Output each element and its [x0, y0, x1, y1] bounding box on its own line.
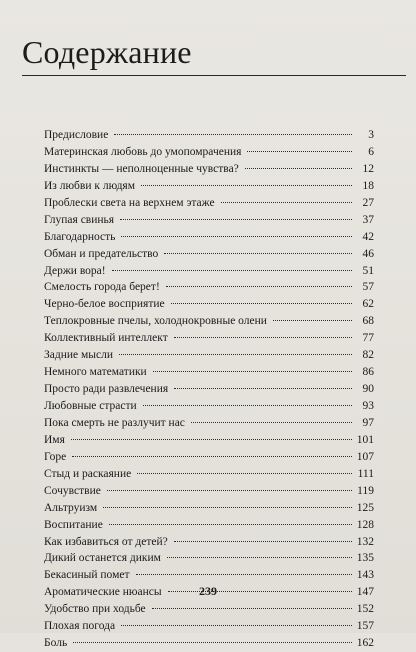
toc-entry-page: 125 — [356, 501, 374, 514]
toc-entry — [44, 347, 374, 364]
dot-leader — [152, 608, 352, 609]
dot-leader — [247, 151, 352, 152]
toc-entry-title: Благодарность — [44, 230, 116, 243]
dot-leader — [119, 354, 352, 355]
toc-entry-page: 93 — [362, 400, 374, 412]
toc-entry-page: 107 — [356, 450, 374, 463]
dot-leader — [71, 439, 352, 440]
toc-entry — [44, 517, 374, 534]
dot-leader — [114, 134, 352, 135]
toc-entry-title: Как избавиться от детей? — [44, 535, 168, 548]
toc-entry — [44, 466, 374, 483]
toc-entry — [44, 432, 374, 449]
dot-leader — [73, 642, 352, 643]
toc-entry — [44, 144, 374, 161]
page-title: Содержание — [22, 34, 192, 70]
toc-entry-title: Ароматические нюансы — [44, 586, 162, 599]
dot-leader — [109, 524, 352, 525]
toc-entry-page: 82 — [362, 349, 374, 362]
toc-entry — [44, 178, 374, 195]
dot-leader — [166, 286, 352, 287]
toc-entry — [44, 195, 374, 212]
toc-entry-title: Смелость города берет! — [44, 281, 160, 294]
dot-leader — [174, 541, 352, 542]
dot-leader — [174, 388, 352, 389]
toc-entry-page: 162 — [356, 637, 374, 650]
toc-entry-page: 90 — [362, 383, 374, 396]
toc-entry — [44, 635, 374, 652]
dot-leader — [72, 456, 352, 457]
toc-entry — [44, 212, 374, 229]
toc-entry-title: Плохая погода — [44, 620, 116, 633]
toc-entry-page: 18 — [362, 179, 374, 192]
dot-leader — [153, 371, 352, 372]
dot-leader — [273, 320, 352, 321]
toc-entry-title: Глупая свинья — [44, 213, 115, 226]
toc-entry-page: 62 — [362, 298, 374, 311]
toc-entry — [44, 246, 374, 263]
toc-entry-page: 51 — [362, 264, 374, 277]
toc-entry-page: 57 — [362, 281, 374, 294]
toc-entry-page: 152 — [356, 603, 374, 616]
toc-entry-page: 42 — [362, 230, 374, 243]
dot-leader — [112, 270, 352, 271]
toc-entry — [44, 279, 374, 296]
toc-entry-title: Предисловие — [44, 129, 109, 141]
toc-entry — [44, 296, 374, 313]
toc-entry-page: 101 — [356, 433, 374, 446]
dot-leader — [103, 507, 352, 508]
dot-leader — [137, 473, 352, 474]
toc-entry — [44, 483, 374, 500]
toc-entry — [44, 161, 374, 178]
toc-entry — [44, 364, 374, 381]
dot-leader — [143, 405, 352, 406]
toc-entry-page: 86 — [362, 366, 374, 379]
dot-leader — [141, 185, 352, 186]
toc-entry — [44, 229, 374, 246]
toc-entry-title: Пока смерть не разлучит нас — [44, 416, 185, 429]
toc-entry-title: Воспитание — [44, 518, 103, 531]
dot-leader — [174, 337, 352, 338]
toc-entry-page: 3 — [368, 129, 374, 141]
toc-entry — [44, 398, 374, 415]
toc-entry-page: 111 — [357, 467, 374, 480]
toc-entry-page: 12 — [362, 162, 374, 175]
toc-entry — [44, 313, 374, 330]
toc-entry — [44, 415, 374, 432]
toc-entry-page: 128 — [356, 518, 374, 531]
toc-entry-page: 147 — [356, 586, 374, 599]
toc-entry-page: 97 — [362, 416, 374, 429]
title-underline — [22, 75, 406, 76]
toc-entry — [44, 601, 374, 618]
toc-entry — [44, 567, 374, 584]
toc-entry-page: 68 — [362, 315, 374, 328]
toc-entry-title: Теплокровные пчелы, холоднокровные олени — [44, 315, 267, 328]
dot-leader — [191, 422, 352, 423]
dot-leader — [171, 303, 352, 304]
toc-entry-title: Бекасиный помет — [44, 569, 130, 582]
toc-entry-title: Стыд и раскаяние — [44, 467, 132, 480]
toc-entry-title: Из любви к людям — [44, 179, 135, 192]
dot-leader — [221, 202, 352, 203]
toc-entry-title: Имя — [44, 433, 65, 446]
toc-entry-page: 27 — [362, 196, 374, 209]
toc-entry-page: 37 — [362, 213, 374, 226]
dot-leader — [121, 236, 352, 237]
toc-entry-title: Удобство при ходьбе — [44, 603, 146, 616]
toc-entry-page: 157 — [356, 620, 374, 633]
toc-entry-page: 77 — [362, 332, 374, 345]
dot-leader — [164, 253, 352, 254]
toc-entry-title: Просто ради развлечения — [44, 383, 169, 396]
page-number: 239 — [199, 584, 217, 598]
toc-entry-title: Коллективный интеллект — [44, 332, 168, 345]
toc-entry — [44, 263, 374, 280]
toc-entry — [44, 449, 374, 466]
toc-entry — [44, 500, 374, 517]
toc-entry-title: Обман и предательство — [44, 247, 159, 260]
toc-entry-title: Альтруизм — [44, 501, 98, 514]
toc-entry-page: 6 — [368, 145, 374, 158]
toc-entry-title: Боль — [44, 637, 68, 650]
toc-entry-page: 119 — [357, 484, 374, 497]
toc-entry-title: Сочувствие — [44, 484, 101, 497]
dot-leader — [167, 557, 352, 558]
toc-entry — [44, 330, 374, 347]
toc-entry-title: Черно-белое восприятие — [44, 298, 165, 311]
dot-leader — [136, 574, 353, 575]
toc-entry-title: Любовные страсти — [44, 400, 137, 412]
table-of-contents — [44, 127, 374, 652]
dot-leader — [120, 219, 352, 220]
dot-leader — [121, 625, 352, 626]
toc-entry-page: 143 — [356, 569, 374, 582]
toc-entry — [44, 550, 374, 567]
toc-entry — [44, 127, 374, 144]
toc-entry-title: Инстинкты — неполноценные чувства? — [44, 162, 239, 175]
toc-entry-page: 135 — [356, 552, 374, 565]
toc-entry-title: Материнская любовь до умопомрачения — [44, 145, 242, 158]
toc-entry-title: Держи вора! — [44, 264, 106, 277]
toc-entry-title: Дикий останется диким — [44, 552, 161, 565]
toc-entry-page: 46 — [362, 247, 374, 260]
toc-entry-title: Задние мысли — [44, 349, 114, 362]
dot-leader — [245, 168, 352, 169]
toc-entry-title: Немного математики — [44, 366, 147, 379]
toc-entry — [44, 534, 374, 551]
toc-entry — [44, 381, 374, 398]
toc-entry-title: Проблески света на верхнем этаже — [44, 196, 215, 209]
dot-leader — [107, 490, 352, 491]
toc-entry-page: 132 — [356, 535, 374, 548]
toc-entry-title: Горе — [44, 450, 67, 463]
